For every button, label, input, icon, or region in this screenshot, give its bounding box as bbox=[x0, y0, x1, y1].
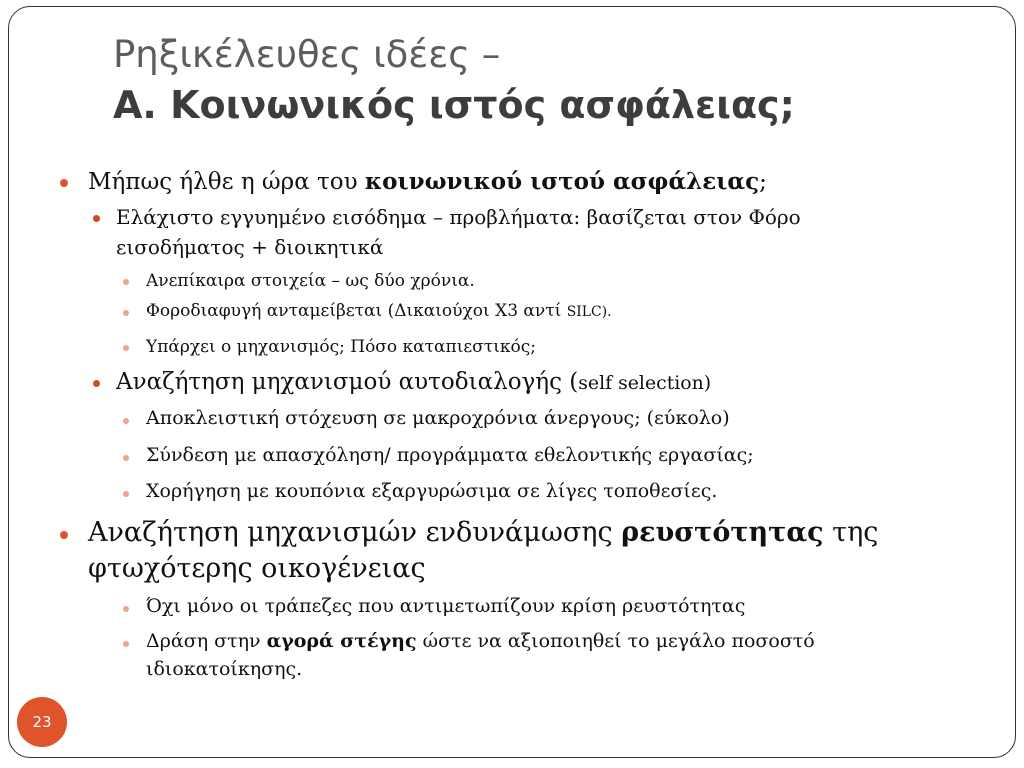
bullet-text: Φοροδιαφυγή ανταμείβεται (Δικαιούχοι Χ3 αντί SILC). bbox=[146, 301, 612, 321]
bullet-text: Χορήγηση με κουπόνια εξαργυρώσιμα σε λίγες τοποθεσίες. bbox=[146, 480, 718, 502]
bullet-text-continued: ιδιοκατοίκησης. bbox=[146, 658, 303, 680]
bullet-dot-icon bbox=[93, 380, 100, 387]
bullet-dot-icon bbox=[123, 279, 129, 285]
bullet-dot-icon bbox=[123, 310, 129, 316]
bullet-dot-icon bbox=[123, 345, 129, 351]
bullet-dot-icon bbox=[123, 641, 129, 647]
bullet-text-continued: εισοδήματος + διοικητικά bbox=[116, 235, 384, 259]
bullet-text: Αναζήτηση μηχανισμού αυτοδιαλογής (self selection) bbox=[116, 369, 712, 395]
bullet-dot-icon bbox=[123, 418, 129, 424]
bullet-dot-icon bbox=[60, 531, 68, 539]
bullet-text: Αποκλειστική στόχευση σε μακροχρόνια άνεργους; (εύκολο) bbox=[146, 407, 730, 429]
bullet-text: Αναζήτηση μηχανισμών ενδυνάμωσης ρευστότητας της bbox=[88, 517, 879, 548]
bullet-text: Ανεπίκαιρα στοιχεία – ως δύο χρόνια. bbox=[146, 271, 475, 291]
bullet-text: Δράση στην αγορά στέγης ώστε να αξιοποιηθεί το μεγάλο ποσοστό bbox=[146, 630, 815, 652]
bullet-text: Σύνδεση με απασχόληση/ προγράμματα εθελοντικής εργασίας; bbox=[146, 444, 754, 466]
bullet-text-continued: φτωχότερης οικογένειας bbox=[88, 553, 426, 584]
bullet-text: Όχι μόνο οι τράπεζες που αντιμετωπίζουν κρίση ρευστότητας bbox=[146, 595, 746, 617]
page-number-badge: 23 bbox=[17, 697, 67, 747]
title-line-2: Α. Κοινωνικός ιστός ασφάλειας; bbox=[113, 83, 795, 127]
bullet-dot-icon bbox=[123, 606, 129, 612]
bullet-dot-icon bbox=[60, 179, 68, 187]
title-line-1: Ρηξικέλευθες ιδέες – bbox=[113, 33, 501, 76]
slide-title bbox=[113, 30, 993, 130]
bullet-text: Υπάρχει ο μηχανισμός; Πόσο καταπιεστικός; bbox=[146, 337, 536, 357]
bullet-dot-icon bbox=[123, 455, 129, 461]
bullet-dot-icon bbox=[93, 215, 100, 222]
bullet-text: Ελάχιστο εγγυημένο εισόδημα – προβλήματα: βασίζεται στον Φόρο bbox=[116, 205, 801, 229]
bullet-text: Μήπως ήλθε η ώρα του κοινωνικού ιστού ασφάλειας; bbox=[88, 168, 767, 195]
bullet-dot-icon bbox=[123, 491, 129, 497]
